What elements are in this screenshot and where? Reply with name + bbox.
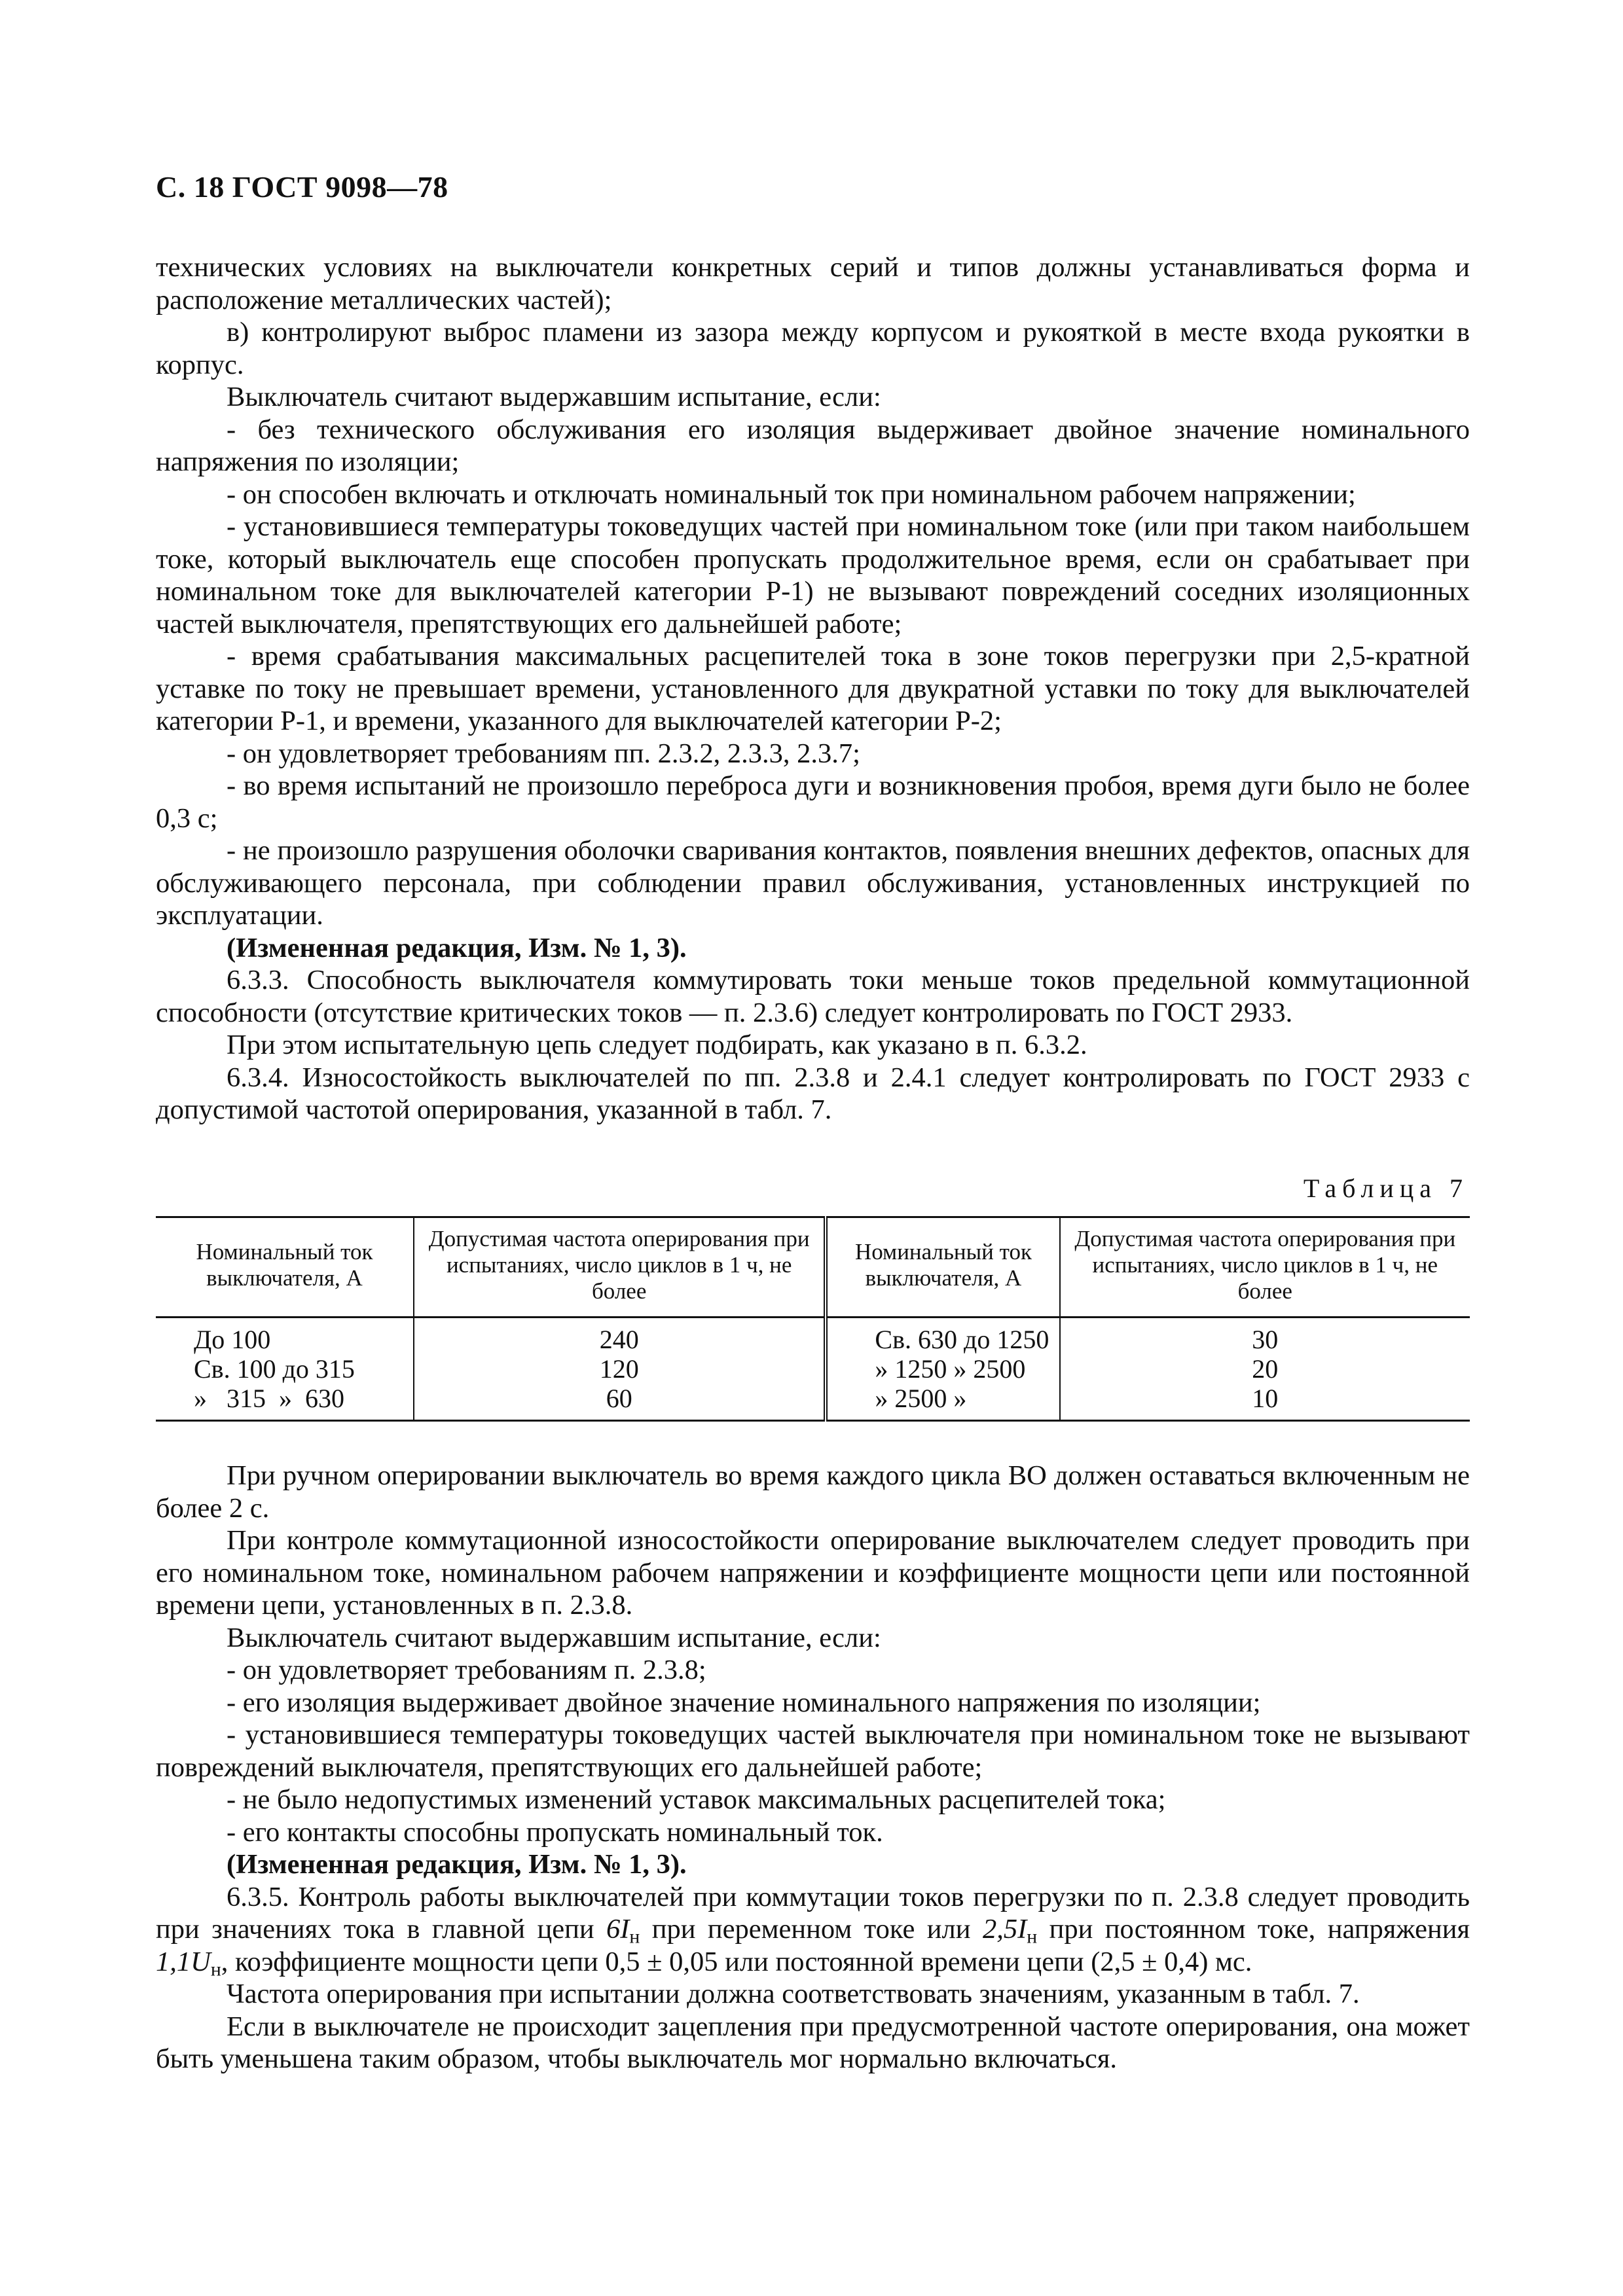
table-cell: » 1250 » 2500 [826, 1354, 1059, 1384]
amendment-note: (Измененная редакция, Изм. № 1, 3). [227, 932, 687, 963]
table-cell: 20 [1252, 1354, 1279, 1384]
list-item: - его контакты способны пропускать номинальный ток. [227, 1816, 883, 1848]
paragraph: При контроле коммутационной износостойкости оперирование выключателем следует проводить при его номинальном токе, номинальном рабочем напряжении и коэффициенте мощности цепи или постоянной времени цепи, установленных в п. 2.3.8. [156, 1525, 1470, 1621]
paragraph: Выключатель считают выдержавшим испытание, если: [227, 382, 881, 412]
table-cell: » 315 » 630 [156, 1384, 414, 1421]
paragraph: Выключатель считают выдержавшим испытание, если: [227, 1622, 881, 1653]
paragraph-6-3-5 [156, 1881, 1470, 1979]
paragraph: 6.3.4. Износостойкость выключателей по пп. 2.3.8 и 2.4.1 следует контролировать по ГОСТ 2933 с допустимой частотой оперирования, указанной в табл. 7. [156, 1062, 1470, 1125]
subscript: н [629, 1926, 640, 1948]
document-body [156, 251, 1470, 2075]
list-item: - установившиеся температуры токоведущих частей выключателя при номинальном токе не вызывают повреждений выключателя, препятствующих его дальнейшей работе; [156, 1719, 1470, 1783]
text-run: , коэффициенте мощности цепи 0,5 ± 0,05 или постоянной времени цепи (2,5 ± 0,4) мс. [221, 1946, 1252, 1977]
paragraph: Если в выключателе не происходит зацепления при предусмотренной частоте оперирования, она может быть уменьшена таким образом, чтобы выключатель мог нормально включаться. [156, 2011, 1470, 2074]
table-cell: 10 [1252, 1384, 1279, 1413]
column-header: Допустимая частота оперирования при испытаниях, число циклов в 1 ч, не более [1060, 1217, 1470, 1318]
list-item: - время срабатывания максимальных расцепителей тока в зоне токов перегрузки при 2,5-кратной уставке по току не превышает времени, установленного для двукратной уставки по току для выключателей категории Р-1, и времени, указанного для выключателей категории Р-2; [156, 641, 1470, 736]
text-run: при постоянном токе, напряжения [1037, 1914, 1470, 1945]
subscript: н [210, 1958, 221, 1980]
list-item: - он способен включать и отключать номинальный ток при номинальном рабочем напряжении; [227, 478, 1356, 510]
table-cell: » 2500 » [826, 1384, 1059, 1421]
list-item: - без технического обслуживания его изоляция выдерживает двойное значение номинального напряжения по изоляции; [156, 414, 1470, 477]
list-item: - не было недопустимых изменений уставок максимальных расцепителей тока; [227, 1784, 1166, 1815]
paragraph: 6.3.3. Способность выключателя коммутировать токи меньше токов предельной коммутационной способности (отсутствие критических токов — п. 2.3.6) следует контролировать по ГОСТ 2933. [156, 965, 1470, 1028]
paragraph: Частота оперирования при испытании должна соответствовать значениям, указанным в табл. 7. [227, 1979, 1360, 2009]
amendment-note: (Измененная редакция, Изм. № 1, 3). [227, 1849, 687, 1880]
formula-current: 6I [606, 1914, 630, 1945]
formula-current: 2,5I [982, 1914, 1027, 1945]
table-cell: 240 [414, 1318, 826, 1355]
list-item: - его изоляция выдерживает двойное значение номинального напряжения по изоляции; [227, 1687, 1261, 1718]
column-header: Номинальный ток выключателя, А [826, 1217, 1059, 1318]
text-run: 6.3.5. Контроль работы выключателей при коммутации токов перегрузки по п. 2.3.8 следует проводить при значениях тока в главной цепи [156, 1881, 1470, 1945]
table-cell: 30 [1252, 1325, 1279, 1354]
table-cell: До 100 [156, 1318, 414, 1355]
table-cell: Св. 100 до 315 [156, 1354, 414, 1384]
page-header: С. 18 ГОСТ 9098—78 [156, 170, 448, 204]
table-row [156, 1384, 1470, 1421]
table-header-row [156, 1217, 1470, 1318]
paragraph: в) контролируют выброс пламени из зазора между корпусом и рукояткой в месте входа рукоятки в корпус. [156, 317, 1470, 380]
table-cell: Св. 630 до 1250 [826, 1318, 1059, 1355]
table-caption: Таблица 7 [1303, 1173, 1468, 1203]
table-7 [156, 1216, 1470, 1422]
list-item: - не произошло разрушения оболочки сваривания контактов, появления внешних дефектов, опасных для обслуживающего персонала, при соблюдении правил обслуживания, установленных инструкцией по эксплуатации. [156, 835, 1470, 931]
table-cell: 120 [414, 1354, 826, 1384]
list-item: - он удовлетворяет требованиям пп. 2.3.2, 2.3.3, 2.3.7; [227, 738, 860, 769]
column-header: Номинальный ток выключателя, А [156, 1217, 414, 1318]
list-item: - установившиеся температуры токоведущих частей при номинальном токе (или при таком наибольшем токе, который выключатель еще способен пропускать продолжительное время, если он срабатывает при номинальном токе для выключателей категории Р-1) не вызывают повреждений соседних изоляционных частей выключателя, препятствующих его дальнейшей работе; [156, 511, 1470, 639]
table-cell: 60 [414, 1384, 826, 1421]
paragraph: технических условиях на выключатели конкретных серий и типов должны устанавливаться форма и расположение металлических частей); [156, 252, 1470, 315]
list-item: - он удовлетворяет требованиям п. 2.3.8; [227, 1655, 706, 1685]
paragraph: При ручном оперировании выключатель во время каждого цикла ВО должен оставаться включенным не более 2 с. [156, 1460, 1470, 1524]
paragraph: При этом испытательную цепь следует подбирать, как указано в п. 6.3.2. [227, 1030, 1087, 1060]
table-row [156, 1354, 1470, 1384]
table-row [156, 1318, 1470, 1355]
subscript: н [1027, 1926, 1038, 1948]
list-item: - во время испытаний не произошло переброса дуги и возникновения пробоя, время дуги было не более 0,3 с; [156, 770, 1470, 834]
text-run: при переменном токе или [640, 1914, 983, 1945]
column-header: Допустимая частота оперирования при испытаниях, число циклов в 1 ч, не более [414, 1217, 826, 1318]
formula-voltage: 1,1U [156, 1946, 211, 1977]
